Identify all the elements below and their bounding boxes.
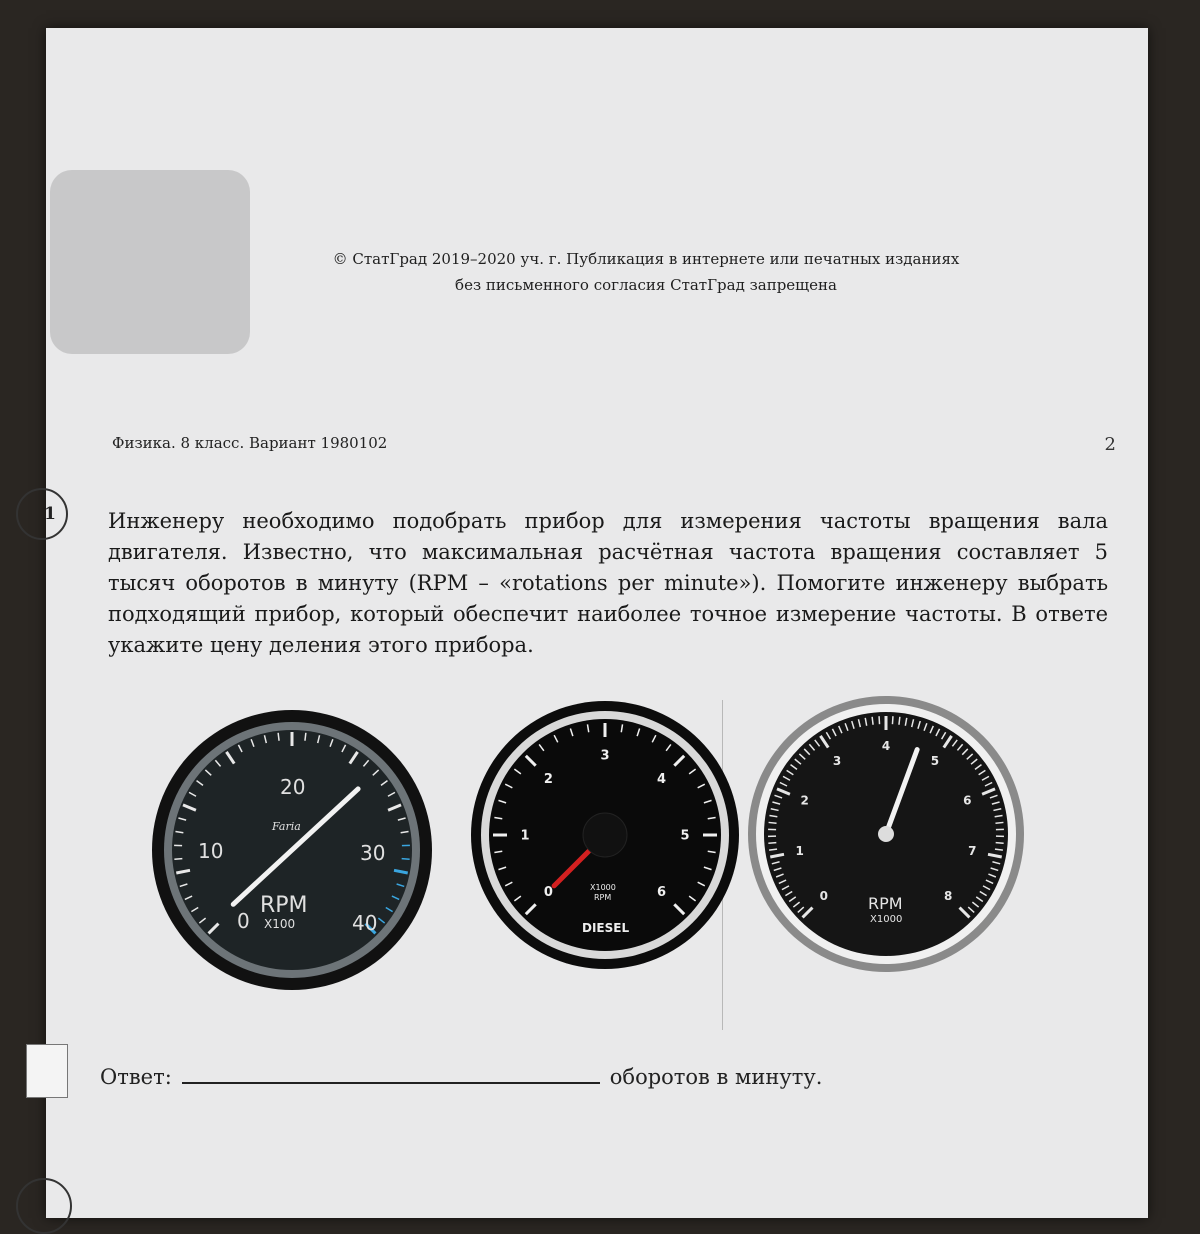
- gauge-tick: [768, 843, 776, 844]
- gauge-2-unit: RPM: [594, 893, 611, 902]
- gauge-1-label-0: 0: [237, 909, 250, 933]
- gauge-label-2: 2: [801, 793, 809, 807]
- answer-row: [100, 1062, 822, 1089]
- gauge-label-6: 6: [657, 885, 666, 900]
- gauge-1-label-10: 10: [198, 839, 223, 863]
- gauge-label-2: 2: [544, 772, 553, 787]
- gauge-tick: [996, 843, 1004, 844]
- gauge-tick: [278, 733, 279, 741]
- gauge-label-8: 8: [944, 889, 952, 903]
- gauge-chrome: [746, 694, 1026, 974]
- next-question-badge: [16, 1178, 72, 1234]
- gauge-label-5: 5: [680, 828, 689, 843]
- answer-label: Ответ:: [100, 1065, 172, 1089]
- gauge-1-label-20: 20: [280, 775, 305, 799]
- copyright-line-1: © СтатГрад 2019–2020 уч. г. Публикация в интернете или печатных изданиях: [146, 248, 1146, 270]
- gauge-label-5: 5: [931, 754, 939, 768]
- gauge-1-multiplier: X100: [264, 917, 295, 931]
- answer-input-line[interactable]: [182, 1062, 600, 1084]
- gauge-3-hub: [878, 826, 894, 842]
- answer-box[interactable]: [26, 1044, 68, 1098]
- gauge-diesel: [470, 700, 740, 970]
- answer-suffix: оборотов в минуту.: [610, 1065, 823, 1089]
- gauges-figure: [100, 700, 1020, 1020]
- gauge-faria: [142, 700, 442, 1000]
- gauge-tick: [305, 733, 306, 741]
- question-text: Инженеру необходимо подобрать прибор для измерения частоты вращения вала двигателя. Известно, что максимальная расчётная частота вращения составляет 5 тысяч оборотов в минуту (RPM – «rotations per minute»). Помогите инженеру выбрать подходящий прибор, который обеспечит наиболее точное измерение частоты. В ответе укажите цену деления этого прибора.: [108, 506, 1108, 661]
- question-number-badge: [16, 488, 68, 540]
- gauge-3-unit: RPM: [868, 894, 903, 913]
- page-number: 2: [1105, 434, 1116, 455]
- gauge-tick: [769, 822, 777, 823]
- gauge-tick: [872, 717, 873, 725]
- question-number: 1: [44, 504, 56, 524]
- gauge-2-type: DIESEL: [582, 921, 629, 935]
- gauge-tick: [995, 822, 1003, 823]
- gauge-label-4: 4: [657, 772, 666, 787]
- gauge-2-hub: [583, 813, 627, 857]
- gauge-label-6: 6: [963, 793, 971, 807]
- gauge-2-multiplier: X1000: [590, 883, 616, 892]
- gauge-tick: [402, 859, 410, 860]
- copyright-line-2: без письменного согласия СтатГрад запрещена: [146, 274, 1146, 296]
- gauge-label-7: 7: [968, 844, 976, 858]
- gauge-tick: [899, 717, 900, 725]
- subject-header: Физика. 8 класс. Вариант 1980102: [112, 434, 387, 452]
- gauge-label-3: 3: [833, 754, 841, 768]
- gauge-label-3: 3: [600, 748, 609, 763]
- gauge-1-label-40: 40: [352, 911, 377, 935]
- gauge-tick: [174, 859, 182, 860]
- gauge-1-unit: RPM: [260, 893, 308, 918]
- gauge-label-0: 0: [820, 889, 828, 903]
- gauge-1-label-30: 30: [360, 841, 385, 865]
- gauge-label-1: 1: [796, 844, 804, 858]
- gauge-label-4: 4: [882, 739, 890, 753]
- gauge-3-multiplier: X1000: [870, 914, 902, 925]
- gauge-1-brand: Faria: [271, 820, 301, 833]
- page-sheet: [46, 28, 1148, 1218]
- gauge-label-0: 0: [544, 885, 553, 900]
- gauge-label-1: 1: [520, 828, 529, 843]
